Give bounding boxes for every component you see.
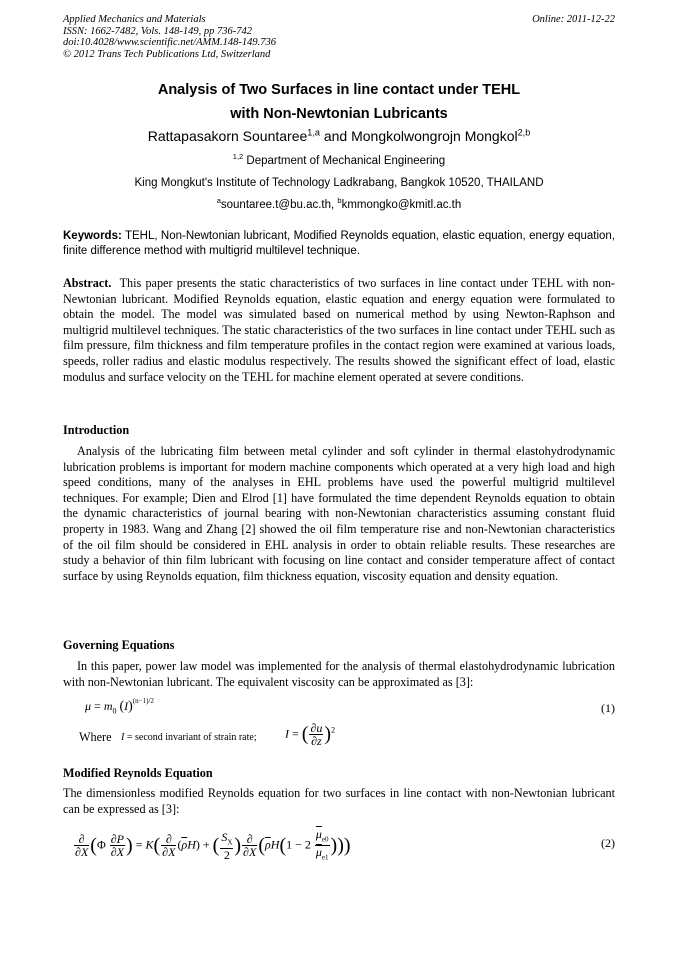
strain-rate-formula: I = ( $\frac{\partial u}{\partial z}$ )$^2$ — [285, 721, 336, 748]
author-line — [63, 128, 615, 144]
equation-1-number: (1) — [601, 701, 615, 715]
equation-2-body: $\frac{\partial}{\partial X}$ (Φ $\frac{\partial P}{\partial X}$ ) = K( $\frac{\partial}{\partial X}$ $(\overline{\rho}H)$ + ( $\frac{S_X}{2}$ ) $\frac{\partial}{\partial X}$ ($\overline{\rho}H(1 - 2$ $\frac{\overline{\mu}_{e0}}{\overline{\mu}_{e1}}$ ))) — [75, 827, 351, 863]
affiliation-institute: King Mongkut's Institute of Technology Ladkrabang, Bangkok 10520, THAILAND — [134, 177, 544, 189]
equation-2-number: (2) — [601, 836, 615, 850]
equation-1 — [63, 695, 615, 719]
modified-reynolds-heading: Modified Reynolds Equation — [63, 766, 213, 780]
email-b: kmmongko@kmitl.ac.th — [341, 199, 462, 211]
affiliation-emails — [63, 196, 615, 211]
keywords-label: Keywords: — [63, 230, 122, 242]
author-2-sup: 2,b — [517, 127, 531, 138]
keywords-text: TEHL, Non-Newtonian lubricant, Modified Reynolds equation, elastic equation, energy equation, finite difference method with multigrid multilevel technique. — [63, 230, 615, 257]
copyright-line: © 2012 Trans Tech Publications Ltd, Switzerland — [63, 48, 271, 60]
email-b-sup: b — [337, 196, 342, 206]
online-date: Online: 2011-12-22 — [532, 14, 615, 25]
keywords — [63, 229, 615, 259]
where-sep: ; — [253, 732, 257, 743]
author-1-sup: 1,a — [307, 127, 320, 138]
paper-title-line-2: with Non-Newtonian Lubricants — [230, 106, 448, 122]
equation-1-body: $\mu = m_0$ $(I)^{(n-1)/2}$ — [85, 697, 154, 716]
journal-name: Applied Mechanics and Materials — [63, 14, 206, 25]
introduction-heading: Introduction — [63, 423, 130, 437]
equation-2 — [63, 826, 615, 866]
author-2: Mongkolwongrojn Mongkol — [351, 128, 518, 144]
department: Department of Mechanical Engineering — [246, 155, 446, 167]
where-definition — [63, 722, 615, 756]
doi-line: doi:10.4028/www.scientific.net/AMM.148-149.736 — [63, 37, 276, 48]
modified-reynolds-text: The dimensionless modified Reynolds equation for two surfaces in line contact with non-Newtonian lubricant can be expressed as [3]: — [63, 786, 615, 816]
abstract-text: This paper presents the static characteristics of two surfaces in line contact under TEHL with non-Newtonian lubricant. Modified Reynolds equation, elastic equation and energy equation were formulated to obtain the model. The model was simulated based on numerical method by using Newton-Raphson and multigrid multilevel techniques. The static characteristics of the two surfaces in line contact under TEHL such as film pressure, film thickness and film temperature profiles in the contact region were examined at various loads, speeds, roller radius and elastic modulus respectively. The results showed the significant effect of load, elastic modulus and surface velocity on the TEHL for machine element operated at severe conditions. — [63, 276, 615, 384]
issn-line: ISSN: 1662-7482, Vols. 148-149, pp 736-742 — [63, 25, 252, 37]
introduction-text: Analysis of the lubricating film between metal cylinder and soft cylinder in thermal elastohydrodynamic lubrication problems is important for modern machine components which operated at a very high load and high speed conditions, many of the analyses in EHL problems have used the powerful multigrid multilevel techniques. For example; Dien and Elrod [1] have formulated the time dependent Reynolds equation to obtain the dynamic characteristics of journal bearing with non-Newtonian characteristics assuming constant fluid property in 1983. Wang and Zhang [2] showed the oil film temperature rise and non-Newtonian characteristics of the oil film should be considered in EHL analysis in order to obtain reliable results. These researches are study a behavior of thin film lubricant with focusing on line contact and consider temperature affect of contact surface by using Reynolds equation, film thickness equation, viscosity equation and density equation. — [63, 444, 615, 583]
where-def-text: = second invariant of strain rate — [126, 732, 254, 743]
abstract — [63, 276, 615, 385]
paper-title-line-1: Analysis of Two Surfaces in line contact under TEHL — [157, 82, 521, 98]
email-a-sup: a — [216, 196, 221, 206]
affiliation-department — [63, 152, 615, 167]
abstract-label: Abstract. — [63, 276, 112, 290]
governing-heading: Governing Equations — [63, 638, 175, 652]
email-a: sountaree.t@bu.ac.th, — [220, 199, 335, 211]
author-1: Rattapasakorn Sountaree — [147, 128, 308, 144]
where-label: Where — [79, 730, 112, 744]
running-header — [63, 14, 615, 60]
author-and: and — [323, 128, 348, 144]
governing-text: In this paper, power law model was implemented for the analysis of thermal elastohydrodynamic lubrication with non-Newtonian lubricant. The equivalent viscosity can be approximated as [3]: — [63, 659, 615, 689]
where-def: I = second invariant of strain rate; — [121, 732, 257, 743]
affiliation-sup: 1,2 — [232, 152, 244, 162]
